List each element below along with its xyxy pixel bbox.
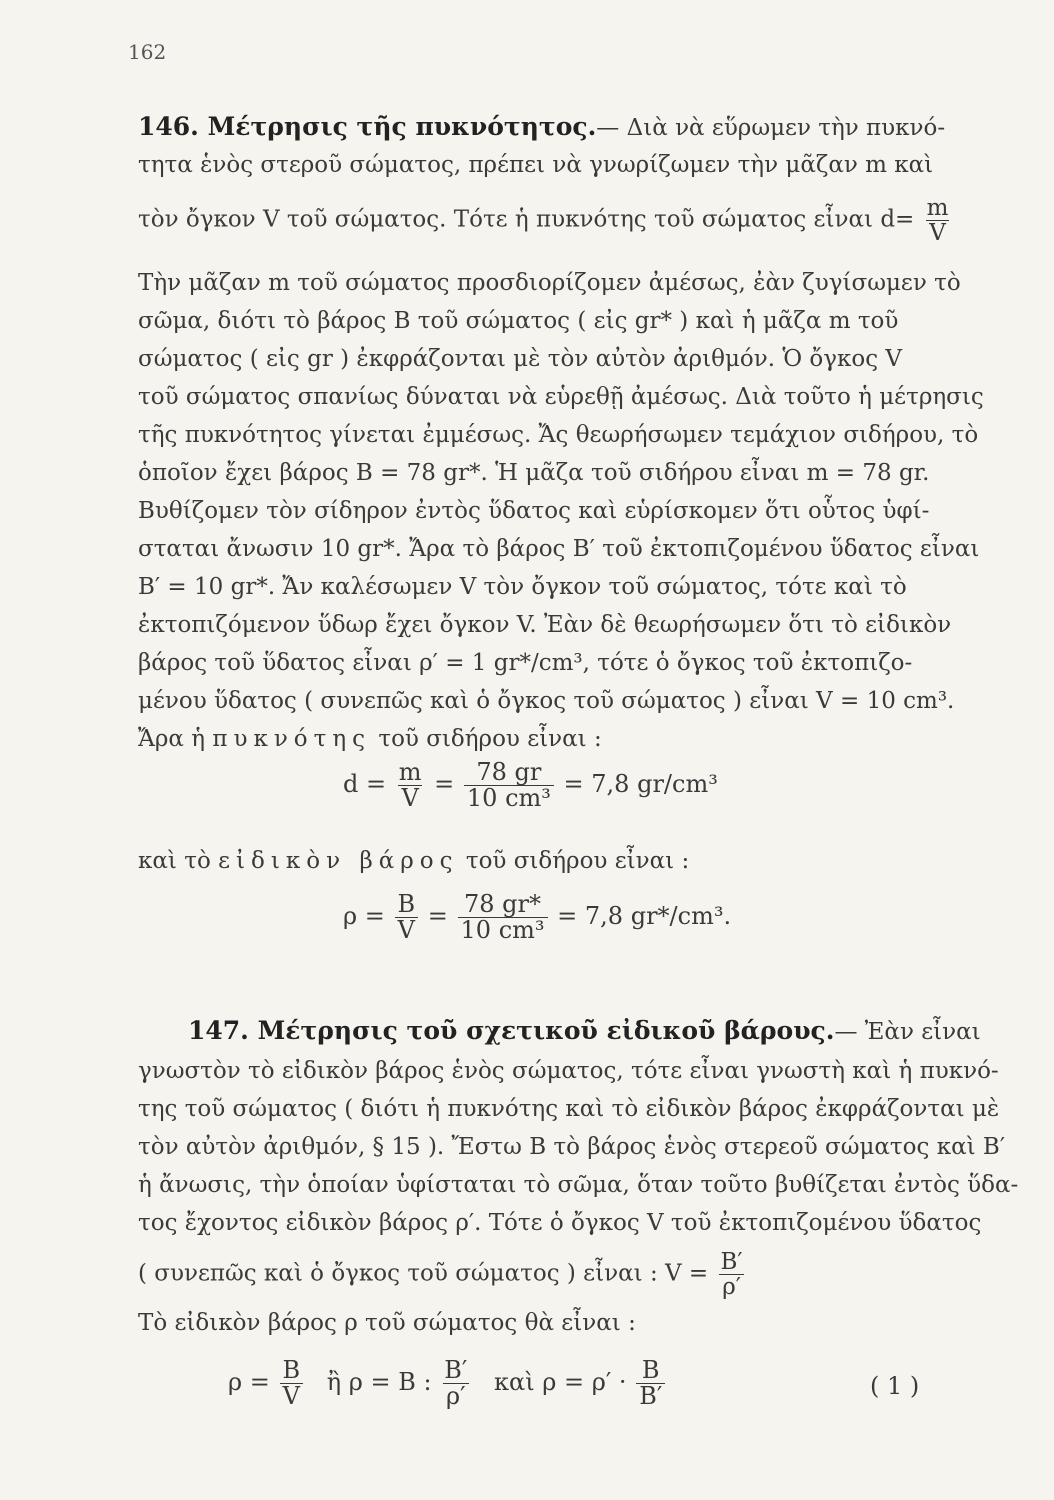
section-146-line-2: τητα ἑνὸς στεροῦ σώματος, πρέπει νὰ γνωρίζωμεν τὴν μᾶζαν m καὶ: [138, 152, 934, 178]
section-146-line-9: ὁποῖον ἔχει βάρος B = 78 gr*. Ἡ μᾶζα τοῦ σιδήρου εἶναι m = 78 gr.: [138, 460, 930, 486]
equation-fraction: [458, 892, 548, 943]
fraction-numerator: 78 gr: [476, 758, 542, 786]
section-147-line-3: της τοῦ σώματος ( διότι ἡ πυκνότης καὶ τὸ εἰδικὸν βάρος ἐκφράζονται μὲ: [138, 1096, 1000, 1122]
equation-part: ρ =: [228, 1368, 270, 1397]
section-147-line-7: [138, 1250, 1018, 1299]
text-span: ( συνεπῶς καὶ ὁ ὄγκος τοῦ σώματος ) εἶναι : V =: [138, 1260, 709, 1287]
section-146-line-16: [138, 724, 1018, 754]
section-146-line-3: [138, 196, 1018, 245]
section-147-line-8: Τὸ εἰδικὸν βάρος ρ τοῦ σώματος θὰ εἶναι :: [138, 1310, 636, 1336]
fraction-denominator: B′: [636, 1383, 665, 1409]
equation-fraction: [464, 760, 554, 811]
equation-part: καὶ ρ = ρ′ ·: [494, 1368, 627, 1397]
equals-sign: =: [427, 902, 448, 931]
page-number: 162: [128, 40, 167, 64]
equation-rhs: = 7,8 gr/cm³: [563, 770, 718, 799]
section-147-line-2: γνωστὸν τὸ εἰδικὸν βάρος ἑνὸς σώματος, τότε εἶναι γνωστὴ καὶ ἡ πυκνό-: [138, 1058, 999, 1084]
spaced-term: πυκνότης: [212, 726, 372, 752]
equation-number: ( 1 ): [870, 1372, 920, 1400]
equation-fraction: [441, 1358, 470, 1409]
section-146-heading: 146. Μέτρησις τῆς πυκνότητος.: [138, 112, 597, 141]
fraction-numerator: m: [398, 758, 422, 786]
equation-lhs: d =: [343, 770, 387, 799]
text-span: τοῦ σιδήρου εἶναι :: [458, 848, 690, 874]
fraction-denominator: V: [398, 785, 421, 811]
section-146-line-6: σώματος ( εἰς gr ) ἐκφράζονται μὲ τὸν αὐτὸν ἀριθμόν. Ὁ ὄγκος V: [138, 346, 903, 372]
equation-fraction: [396, 760, 425, 811]
equals-sign: =: [434, 770, 455, 799]
equation-fraction: [395, 892, 419, 943]
text-span: τοῦ σιδήρου εἶναι :: [371, 726, 602, 752]
fraction-denominator: ρ′: [719, 1274, 744, 1299]
text-span: — Ἐὰν εἶναι: [834, 1019, 981, 1045]
section-146-line-5: σῶμα, διότι τὸ βάρος B τοῦ σώματος ( εἰς gr* ) καὶ ἡ μᾶζα m τοῦ: [138, 308, 899, 334]
fraction-denominator: 10 cm³: [464, 785, 554, 811]
text-span: καὶ τὸ: [138, 848, 219, 874]
fraction-numerator: B: [397, 890, 416, 918]
density-fraction: [924, 196, 952, 245]
fraction-denominator: V: [280, 1383, 303, 1409]
section-146-line-1: [138, 112, 1018, 143]
section-146-line-8: τῆς πυκνότητος γίνεται ἐμμέσως. Ἄς θεωρήσωμεν τεμάχιον σιδήρου, τὸ: [138, 422, 979, 448]
fraction-numerator: B: [641, 1356, 660, 1384]
text-span: — Διὰ νὰ εὕρωμεν τὴν πυκνό-: [596, 115, 946, 141]
fraction-numerator: 78 gr*: [464, 890, 542, 918]
section-146-line-4: Τὴν μᾶζαν m τοῦ σώματος προσδιορίζομεν ἀμέσως, ἐὰν ζυγίσωμεν τὸ: [138, 270, 961, 296]
volume-fraction: [718, 1250, 746, 1299]
section-147-heading: 147. Μέτρησις τοῦ σχετικοῦ εἰδικοῦ βάρους.: [188, 1016, 835, 1045]
section-146-line-10: Βυθίζομεν τὸν σίδηρον ἐντὸς ὕδατος καὶ εὑρίσκομεν ὅτι οὗτος ὑφί-: [138, 498, 930, 524]
section-146-line-14: βάρος τοῦ ὕδατος εἶναι ρ′ = 1 gr*/cm³, τότε ὁ ὄγκος τοῦ ἐκτοπιζο-: [138, 650, 913, 676]
section-147-line-1: [138, 1016, 1018, 1047]
equation-rhs: = 7,8 gr*/cm³.: [557, 902, 732, 931]
equation-fraction: [280, 1358, 304, 1409]
section-146-line-13: ἐκτοπιζόμενον ὕδωρ ἔχει ὄγκον V. Ἐὰν δὲ θεωρήσωμεν ὅτι τὸ εἰδικὸν: [138, 612, 952, 638]
fraction-numerator: B′: [720, 1249, 743, 1275]
spaced-term: εἰδικὸν βάρος: [218, 848, 459, 874]
section-147-line-6: τος ἔχοντος εἰδικὸν βάρος ρ′. Τότε ὁ ὄγκος V τοῦ ἐκτοπιζομένου ὕδατος: [138, 1210, 982, 1236]
equation-density: [343, 760, 718, 811]
fraction-denominator: V: [395, 917, 418, 943]
equation-relative-weight: [228, 1358, 667, 1409]
section-146-line-15: μένου ὕδατος ( συνεπῶς καὶ ὁ ὄγκος τοῦ σώματος ) εἶναι V = 10 cm³.: [138, 688, 955, 714]
section-147-line-4: τὸν αὐτὸν ἀριθμόν, § 15 ). Ἔστω B τὸ βάρος ἑνὸς στερεοῦ σώματος καὶ B′: [138, 1134, 1006, 1160]
text-span: Ἄρα ἡ: [138, 726, 213, 752]
fraction-denominator: 10 cm³: [458, 917, 548, 943]
fraction-denominator: V: [926, 220, 949, 245]
equation-lhs: ρ =: [343, 902, 385, 931]
fraction-numerator: B′: [444, 1356, 468, 1384]
section-147-line-5: ἡ ἄνωσις, τὴν ὁποίαν ὑφίσταται τὸ σῶμα, ὅταν τοῦτο βυθίζεται ἐντὸς ὕδα-: [138, 1172, 1019, 1198]
section-146-line-11: σταται ἄνωσιν 10 gr*. Ἄρα τὸ βάρος B′ τοῦ ἐκτοπιζομένου ὕδατος εἶναι: [138, 536, 980, 562]
text-span: τὸν ὄγκον V τοῦ σώματος. Τότε ἡ πυκνότης τοῦ σώματος εἶναι d=: [138, 206, 915, 233]
section-146-line-12: B′ = 10 gr*. Ἄν καλέσωμεν V τὸν ὄγκον τοῦ σώματος, τότε καὶ τὸ: [138, 574, 907, 600]
equation-specific-weight: [343, 892, 731, 943]
fraction-numerator: m: [926, 195, 949, 221]
section-146-line-17: [138, 846, 1018, 876]
section-146-line-7: τοῦ σώματος σπανίως δύναται νὰ εὑρεθῇ ἀμέσως. Διὰ τοῦτο ἡ μέτρησις: [138, 384, 984, 410]
fraction-numerator: B: [282, 1356, 301, 1384]
equation-part: ἢ ρ = B :: [326, 1368, 432, 1397]
equation-fraction: [636, 1358, 665, 1409]
fraction-denominator: ρ′: [443, 1383, 469, 1409]
